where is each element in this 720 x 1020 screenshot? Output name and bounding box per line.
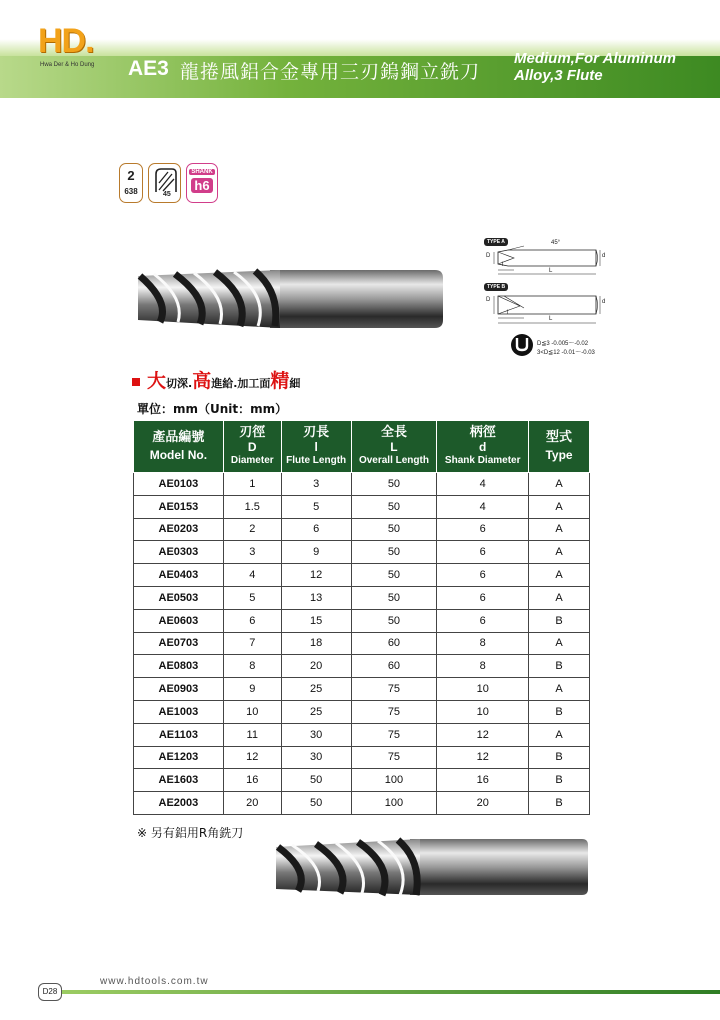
table-row xyxy=(134,792,590,815)
table-cell: 12 xyxy=(437,723,529,746)
table-cell: 20 xyxy=(223,792,281,815)
table-cell: 25 xyxy=(281,700,351,723)
end-mill-r-photo xyxy=(270,833,590,901)
model-cell: AE1203 xyxy=(134,746,224,769)
table-cell: 9 xyxy=(281,541,351,564)
table-cell: 6 xyxy=(437,586,529,609)
model-cell: AE1103 xyxy=(134,723,224,746)
table-cell: 75 xyxy=(351,700,437,723)
shank-tolerance: h6 xyxy=(191,178,212,193)
table-row xyxy=(134,632,590,655)
tolerance-line-2: 3<D≦12 -0.01～-0.03 xyxy=(537,350,595,356)
table-cell: A xyxy=(529,564,590,587)
table-cell: 16 xyxy=(223,769,281,792)
table-row xyxy=(134,769,590,792)
table-row xyxy=(134,541,590,564)
table-row xyxy=(134,609,590,632)
type-a-overall-length-label: L xyxy=(549,268,553,274)
table-cell: 4 xyxy=(437,473,529,496)
table-cell: B xyxy=(529,655,590,678)
title-en-line1: Medium,For Aluminum xyxy=(514,50,676,67)
flute-count: 2 xyxy=(127,168,135,183)
shank-label: SHANK xyxy=(189,169,215,175)
model-cell: AE0903 xyxy=(134,678,224,701)
table-header-row xyxy=(134,421,590,473)
table-row xyxy=(134,518,590,541)
table-cell: 12 xyxy=(437,746,529,769)
table-row xyxy=(134,473,590,496)
table-row xyxy=(134,495,590,518)
table-cell: A xyxy=(529,723,590,746)
table-cell: A xyxy=(529,473,590,496)
table-cell: A xyxy=(529,632,590,655)
table-cell: 30 xyxy=(281,723,351,746)
model-cell: AE0303 xyxy=(134,541,224,564)
table-cell: 7 xyxy=(223,632,281,655)
table-row xyxy=(134,564,590,587)
table-row xyxy=(134,746,590,769)
table-row xyxy=(134,700,590,723)
model-cell: AE0153 xyxy=(134,495,224,518)
column-header xyxy=(223,421,281,473)
feature-line xyxy=(132,366,300,393)
table-cell: 50 xyxy=(351,609,437,632)
column-header-symbol: d xyxy=(479,440,487,454)
table-cell: 6 xyxy=(223,609,281,632)
table-cell: 6 xyxy=(437,518,529,541)
website-link[interactable]: www.hdtools.com.tw xyxy=(100,976,209,987)
flute-code: 638 xyxy=(124,187,138,196)
column-header-symbol: D xyxy=(247,440,257,454)
table-cell: 18 xyxy=(281,632,351,655)
model-cell: AE2003 xyxy=(134,792,224,815)
column-header xyxy=(529,421,590,473)
page-number: D28 xyxy=(38,983,62,1001)
table-cell: 13 xyxy=(281,586,351,609)
column-header xyxy=(134,421,224,473)
type-a-shank-label: d xyxy=(602,253,606,259)
table-row xyxy=(134,678,590,701)
column-header xyxy=(351,421,437,473)
brand-logo: HD. xyxy=(38,22,94,60)
model-cell: AE0603 xyxy=(134,609,224,632)
table-cell: 50 xyxy=(351,495,437,518)
table-cell: 12 xyxy=(281,564,351,587)
column-header-zh: 型式 xyxy=(546,430,573,445)
table-cell: 6 xyxy=(281,518,351,541)
feature-text-2: 進給.加工面 xyxy=(211,377,271,390)
table-cell: B xyxy=(529,769,590,792)
column-header-en: Shank Diameter xyxy=(444,455,521,466)
type-a-tag: TYPE A xyxy=(484,238,508,246)
table-cell: 6 xyxy=(437,609,529,632)
column-header-symbol: L xyxy=(390,440,398,454)
table-cell: 20 xyxy=(281,655,351,678)
table-cell: 2 xyxy=(223,518,281,541)
table-cell: 10 xyxy=(223,700,281,723)
feature-text-1: 切深. xyxy=(166,377,193,390)
series-code: AE3 xyxy=(128,57,169,80)
table-cell: 8 xyxy=(223,655,281,678)
table-cell: A xyxy=(529,495,590,518)
title-en-line2: Alloy,3 Flute xyxy=(514,67,603,84)
table-cell: 25 xyxy=(281,678,351,701)
table-cell: A xyxy=(529,541,590,564)
table-cell: 50 xyxy=(351,473,437,496)
footnote: ※ 另有鋁用R角銑刀 xyxy=(137,826,244,840)
model-cell: AE0103 xyxy=(134,473,224,496)
table-cell: 15 xyxy=(281,609,351,632)
table-cell: A xyxy=(529,586,590,609)
type-a-flute-length-label: l xyxy=(502,262,504,268)
column-header-en: Overall Length xyxy=(358,455,429,466)
column-header-zh: 全長 xyxy=(380,425,407,440)
table-cell: 3 xyxy=(281,473,351,496)
helix-angle-badge xyxy=(148,163,181,203)
column-header-zh: 刃徑 xyxy=(239,425,266,440)
table-cell: 6 xyxy=(437,541,529,564)
helix-angle: 45 xyxy=(163,191,171,198)
table-cell: 30 xyxy=(281,746,351,769)
table-cell: 50 xyxy=(351,564,437,587)
bullet-square-icon xyxy=(132,378,140,386)
feature-text-3: 細 xyxy=(289,377,301,390)
model-cell: AE0403 xyxy=(134,564,224,587)
table-cell: 16 xyxy=(437,769,529,792)
table-cell: 5 xyxy=(281,495,351,518)
model-cell: AE0703 xyxy=(134,632,224,655)
column-header-zh: 刃長 xyxy=(303,425,330,440)
type-b-flute-length-label: l xyxy=(507,310,509,316)
feature-char-1: 大 xyxy=(147,370,167,392)
table-cell: 75 xyxy=(351,746,437,769)
table-cell: A xyxy=(529,678,590,701)
table-cell: 1.5 xyxy=(223,495,281,518)
column-header-en: Diameter xyxy=(230,455,274,466)
brand-subtitle: Hwa Der & Ho Dung xyxy=(40,62,95,68)
model-cell: AE0503 xyxy=(134,586,224,609)
table-cell: 50 xyxy=(351,586,437,609)
column-header-symbol: l xyxy=(314,440,318,454)
tolerance-line-1: D≦3 -0.005～-0.02 xyxy=(537,341,589,347)
table-cell: 100 xyxy=(351,769,437,792)
table-cell: 20 xyxy=(437,792,529,815)
table-cell: 8 xyxy=(437,655,529,678)
table-cell: 9 xyxy=(223,678,281,701)
feature-char-3: 精 xyxy=(270,370,290,392)
table-cell: 50 xyxy=(281,769,351,792)
table-cell: 100 xyxy=(351,792,437,815)
table-cell: 4 xyxy=(223,564,281,587)
table-cell: B xyxy=(529,746,590,769)
table-body xyxy=(134,473,590,815)
table-cell: 11 xyxy=(223,723,281,746)
footer-rule xyxy=(58,990,720,994)
type-a-d-label: D xyxy=(486,253,491,259)
table-cell: 5 xyxy=(223,586,281,609)
table-cell: 8 xyxy=(437,632,529,655)
flute-count-badge xyxy=(119,163,143,203)
unit-label: 單位：mm（Unit：mm） xyxy=(137,402,288,416)
table-cell: 10 xyxy=(437,700,529,723)
table-cell: 50 xyxy=(351,518,437,541)
table-cell: 60 xyxy=(351,655,437,678)
shank-tolerance-badge xyxy=(186,163,218,203)
end-mill-photo xyxy=(130,262,445,334)
model-cell: AE1603 xyxy=(134,769,224,792)
feature-char-2: 高 xyxy=(192,370,212,392)
type-b-overall-length-label: L xyxy=(549,316,553,322)
type-a-angle: 45° xyxy=(551,240,561,246)
table-row xyxy=(134,655,590,678)
table-cell: 6 xyxy=(437,564,529,587)
model-cell: AE1003 xyxy=(134,700,224,723)
tolerance-icon xyxy=(510,333,534,357)
table-cell: 12 xyxy=(223,746,281,769)
column-header-zh: 產品編號 xyxy=(152,430,205,445)
spec-table xyxy=(133,420,590,815)
table-cell: A xyxy=(529,518,590,541)
model-cell: AE0803 xyxy=(134,655,224,678)
page-title-zh: 龍捲風鋁合金專用三刃鎢鋼立銑刀 xyxy=(180,61,481,83)
table-row xyxy=(134,723,590,746)
column-header-en: Model No. xyxy=(149,448,208,462)
column-header-en: Type xyxy=(545,448,573,462)
table-cell: B xyxy=(529,609,590,632)
table-cell: 1 xyxy=(223,473,281,496)
table-cell: 50 xyxy=(281,792,351,815)
column-header xyxy=(281,421,351,473)
model-cell: AE0203 xyxy=(134,518,224,541)
column-header xyxy=(437,421,529,473)
table-cell: 4 xyxy=(437,495,529,518)
table-row xyxy=(134,586,590,609)
table-cell: 50 xyxy=(351,541,437,564)
table-cell: 75 xyxy=(351,678,437,701)
table-cell: 3 xyxy=(223,541,281,564)
table-cell: 60 xyxy=(351,632,437,655)
table-cell: 10 xyxy=(437,678,529,701)
column-header-zh: 柄徑 xyxy=(469,425,496,440)
column-header-en: Flute Length xyxy=(286,455,347,466)
type-b-shank-label: d xyxy=(602,299,606,305)
type-b-tag: TYPE B xyxy=(484,283,508,291)
table-cell: B xyxy=(529,700,590,723)
page-title-en xyxy=(514,50,676,84)
table-cell: 75 xyxy=(351,723,437,746)
type-b-d-label: D xyxy=(486,297,491,303)
table-cell: B xyxy=(529,792,590,815)
